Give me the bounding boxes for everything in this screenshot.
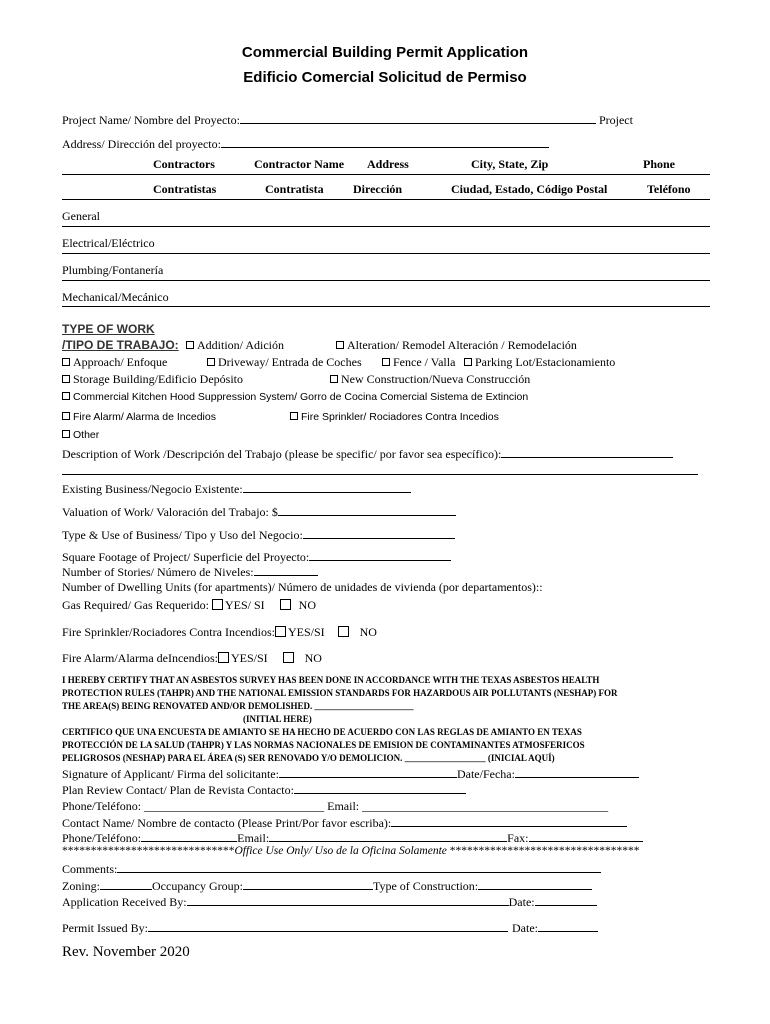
checkbox-icon[interactable] — [62, 412, 70, 420]
cert-en-line1: I HEREBY CERTIFY THAT AN ASBESTOS SURVEY HAS BEEN DONE IN ACCORDANCE WITH THE TEXAS ASBESTOS HEALTH — [62, 675, 600, 685]
gas-required-row — [62, 598, 316, 613]
issued-by-label: Permit Issued By: — [62, 921, 148, 935]
contractor-row-line[interactable] — [62, 306, 710, 307]
cert-initial-here: (INITIAL HERE) — [243, 714, 312, 724]
received-by-label: Application Received By: — [62, 895, 187, 909]
checkbox-icon[interactable] — [62, 392, 70, 400]
existing-business-row — [62, 481, 411, 497]
issued-by-field[interactable] — [148, 920, 508, 932]
checkbox-icon[interactable] — [62, 430, 70, 438]
gas-no-checkbox[interactable] — [280, 599, 291, 610]
option-other-label: Other — [73, 429, 100, 441]
alarm-yes-label: YES/SI — [230, 651, 268, 665]
page-subtitle: Edificio Comercial Solicitud de Permiso — [243, 69, 527, 86]
comments-row — [62, 861, 601, 877]
square-footage-row — [62, 549, 451, 565]
zoning-label: Zoning: — [62, 879, 100, 893]
checkbox-icon[interactable] — [464, 358, 472, 366]
option-approach-label: Approach/ Enfoque — [73, 355, 168, 369]
plan-review-label: Plan Review Contact/ Plan de Revista Contacto: — [62, 783, 294, 797]
contractor-row-general: General — [62, 209, 100, 223]
contact-name-label: Contact Name/ Nombre de contacto (Please Print/Por favor escriba): — [62, 816, 392, 830]
option-alteration-label: Alteration/ Remodel Alteración / Remodelación — [347, 338, 577, 352]
cert-es-line1: CERTIFICO QUE UNA ENCUESTA DE AMIANTO SE HA HECHO DE ACUERDO CON LAS REGLAS DE AMIANTO EN TEXAS — [62, 727, 582, 737]
option-parking[interactable] — [464, 355, 615, 370]
comments-label: Comments: — [62, 862, 118, 876]
square-footage-field[interactable] — [309, 549, 451, 561]
description-field[interactable] — [501, 446, 673, 458]
sprinkler-no-label: NO — [359, 625, 377, 639]
alarm-yes-checkbox[interactable] — [218, 652, 229, 663]
checkbox-icon[interactable] — [290, 412, 298, 420]
occupancy-label: Occupancy Group: — [152, 879, 243, 893]
existing-business-label: Existing Business/Negocio Existente: — [62, 482, 243, 496]
option-fire-sprinkler[interactable] — [290, 411, 499, 423]
phone-row-2 — [62, 830, 643, 846]
stories-field[interactable] — [254, 564, 318, 576]
fire-sprinkler-label: Fire Sprinkler/Rociadores Contra Incendios: — [62, 625, 275, 639]
option-fire-alarm-label: Fire Alarm/ Alarma de Incedios — [73, 411, 216, 423]
signature-field[interactable] — [279, 766, 457, 778]
contractor-row-electrical: Electrical/Eléctrico — [62, 236, 155, 250]
fire-alarm-label: Fire Alarm/Alarma deIncendios: — [62, 651, 218, 665]
checkbox-icon[interactable] — [186, 341, 194, 349]
plan-review-row — [62, 782, 466, 798]
contractor-row-line[interactable] — [62, 253, 710, 254]
contractor-row-plumbing: Plumbing/Fontanería — [62, 263, 164, 277]
contractor-row-mechanical: Mechanical/Mecánico — [62, 290, 169, 304]
signature-date-field[interactable] — [515, 766, 639, 778]
checkbox-icon[interactable] — [207, 358, 215, 366]
valuation-label: Valuation of Work/ Valoración del Trabajo: $ — [62, 505, 278, 519]
type-use-label: Type & Use of Business/ Tipo y Uso del Negocio: — [62, 528, 303, 542]
zoning-row — [62, 878, 592, 894]
received-by-row — [62, 894, 597, 910]
office-use-banner — [62, 845, 640, 857]
cert-es-line3: PELIGROSOS (NESHAP) PARA EL ÁREA (S) SER RENOVADO Y/O DEMOLICION. __________________ (INICIAL AQUÍ) — [62, 753, 555, 763]
option-fence-label: Fence / Valla — [393, 355, 456, 369]
valuation-field[interactable] — [278, 504, 456, 516]
type-use-field[interactable] — [303, 527, 455, 539]
phone2-label: Phone/Teléfono: — [62, 831, 142, 845]
project-name-row — [62, 112, 633, 128]
stories-row — [62, 564, 318, 580]
issued-date-field[interactable] — [538, 920, 598, 932]
office-use-label: Office Use Only/ Uso de la Oficina Solamente — [234, 845, 447, 857]
dwelling-units-label: Number of Dwelling Units (for apartments)/ Número de unidades de vivienda (por departamentos):: — [62, 580, 543, 594]
project-address-row — [62, 136, 549, 152]
table-divider — [62, 199, 710, 200]
gas-no-label: NO — [298, 598, 316, 612]
table-divider — [62, 174, 710, 175]
option-driveway-label: Driveway/ Entrada de Coches — [218, 355, 362, 369]
contractor-row-line[interactable] — [62, 226, 710, 227]
sprinkler-yes-checkbox[interactable] — [275, 626, 286, 637]
issued-by-row — [62, 920, 598, 936]
fire-sprinkler-row — [62, 625, 377, 640]
checkbox-icon[interactable] — [62, 358, 70, 366]
alarm-no-checkbox[interactable] — [283, 652, 294, 663]
sprinkler-no-checkbox[interactable] — [338, 626, 349, 637]
project-address-field[interactable] — [221, 136, 549, 148]
fire-alarm-row — [62, 651, 322, 666]
cert-en-line3: THE AREA(S) BEING RENOVATED AND/OR DEMOLISHED. ______________________ — [62, 701, 414, 711]
col-header-direccion: Dirección — [353, 182, 403, 196]
email2-field[interactable] — [269, 830, 507, 842]
col-header-contratistas: Contratistas — [153, 182, 217, 196]
project-name-field[interactable] — [240, 112, 596, 124]
phone2-field[interactable] — [141, 830, 237, 842]
checkbox-icon[interactable] — [330, 375, 338, 383]
signature-label: Signature of Applicant/ Firma del solicitante: — [62, 767, 279, 781]
phone-email-row: Phone/Teléfono: ______________________________ Email: _________________________________________ — [62, 799, 609, 813]
signature-row — [62, 766, 639, 782]
option-fire-sprinkler-label: Fire Sprinkler/ Rociadores Contra Incedios — [301, 411, 499, 423]
checkbox-icon[interactable] — [382, 358, 390, 366]
option-other[interactable] — [62, 429, 99, 441]
option-kitchen-hood-label: Commercial Kitchen Hood Suppression System/ Gorro de Cocina Comercial Sistema de Extincion — [73, 391, 529, 403]
contractor-row-line[interactable] — [62, 280, 710, 281]
option-alteration[interactable] — [336, 338, 577, 353]
option-storage-label: Storage Building/Edificio Depósito — [73, 372, 243, 386]
col-header-phone: Phone — [643, 157, 676, 171]
description-line-2[interactable] — [62, 474, 698, 475]
option-new-construction[interactable] — [330, 372, 530, 387]
zoning-field[interactable] — [100, 878, 152, 890]
type-use-row — [62, 527, 455, 543]
option-addition[interactable] — [186, 338, 284, 353]
project-suffix: Project — [598, 113, 633, 127]
col-header-city: City, State, Zip — [471, 157, 549, 171]
option-parking-label: Parking Lot/Estacionamiento — [475, 355, 616, 369]
col-header-ciudad: Ciudad, Estado, Código Postal — [451, 182, 608, 196]
checkbox-icon[interactable] — [62, 375, 70, 383]
construction-type-field[interactable] — [478, 878, 592, 890]
gas-yes-label: YES/ SI — [224, 598, 265, 612]
description-row — [62, 446, 673, 462]
stories-label: Number of Stories/ Número de Niveles: — [62, 565, 254, 579]
gas-yes-checkbox[interactable] — [212, 599, 223, 610]
col-header-telefono: Teléfono — [647, 182, 691, 196]
option-storage[interactable] — [62, 372, 243, 387]
option-new-construction-label: New Construction/Nueva Construcción — [341, 372, 531, 386]
option-fire-alarm[interactable] — [62, 411, 216, 423]
description-label: Description of Work /Descripción del Trabajo (please be specific/ por favor sea específico): — [62, 447, 502, 461]
option-addition-label: Addition/ Adición — [197, 338, 284, 352]
option-approach[interactable] — [62, 355, 167, 370]
stars-right: ********************************* — [449, 845, 640, 857]
gas-required-label: Gas Required/ Gas Requerido: — [62, 598, 209, 612]
alarm-no-label: NO — [304, 651, 322, 665]
occupancy-field[interactable] — [243, 878, 373, 890]
valuation-row — [62, 504, 456, 520]
col-header-contratista: Contratista — [265, 182, 324, 196]
received-date-label: Date: — [508, 895, 535, 909]
fax-label: Fax: — [507, 831, 529, 845]
checkbox-icon[interactable] — [336, 341, 344, 349]
option-kitchen-hood[interactable] — [62, 391, 528, 403]
col-header-address: Address — [367, 157, 409, 171]
contact-name-field[interactable] — [391, 815, 627, 827]
type-of-work-heading: TYPE OF WORK — [62, 322, 155, 336]
cert-es-line2: PROTECCIÓN DE LA SALUD (TAHPR) Y LAS NORMAS NACIONALES DE EMISION DE CONTAMINANTES ATMOSFERICOS — [62, 740, 585, 750]
email2-label: Email: — [237, 831, 270, 845]
existing-business-field[interactable] — [243, 481, 411, 493]
issued-date-label: Date: — [512, 921, 538, 935]
construction-type-label: Type of Construction: — [372, 879, 479, 893]
option-driveway[interactable] — [207, 355, 362, 370]
project-name-label: Project Name/ Nombre del Proyecto: — [62, 113, 240, 127]
option-fence[interactable] — [382, 355, 455, 370]
sprinkler-yes-label: YES/SI — [287, 625, 325, 639]
type-of-work-heading-es: /TIPO DE TRABAJO: — [62, 338, 179, 352]
col-header-contractors: Contractors — [153, 157, 215, 171]
received-by-field[interactable] — [187, 894, 509, 906]
comments-field[interactable] — [117, 861, 601, 873]
cert-en-line2: PROTECTION RULES (TAHPR) AND THE NATIONAL EMISSION STANDARDS FOR HAZARDOUS AIR POLLUTANTS (NESHAP) FOR — [62, 688, 618, 698]
fax-field[interactable] — [529, 830, 643, 842]
contact-name-row — [62, 815, 627, 831]
square-footage-label: Square Footage of Project/ Superficie del Proyecto: — [62, 550, 310, 564]
project-address-label: Address/ Dirección del proyecto: — [62, 137, 221, 151]
col-header-contractor-name: Contractor Name — [254, 157, 345, 171]
stars-left: ****************************** — [62, 845, 235, 857]
revision-note: Rev. November 2020 — [62, 944, 190, 960]
page-title: Commercial Building Permit Application — [241, 44, 529, 61]
signature-date-label: Date/Fecha: — [456, 767, 515, 781]
plan-review-field[interactable] — [294, 782, 466, 794]
received-date-field[interactable] — [535, 894, 597, 906]
